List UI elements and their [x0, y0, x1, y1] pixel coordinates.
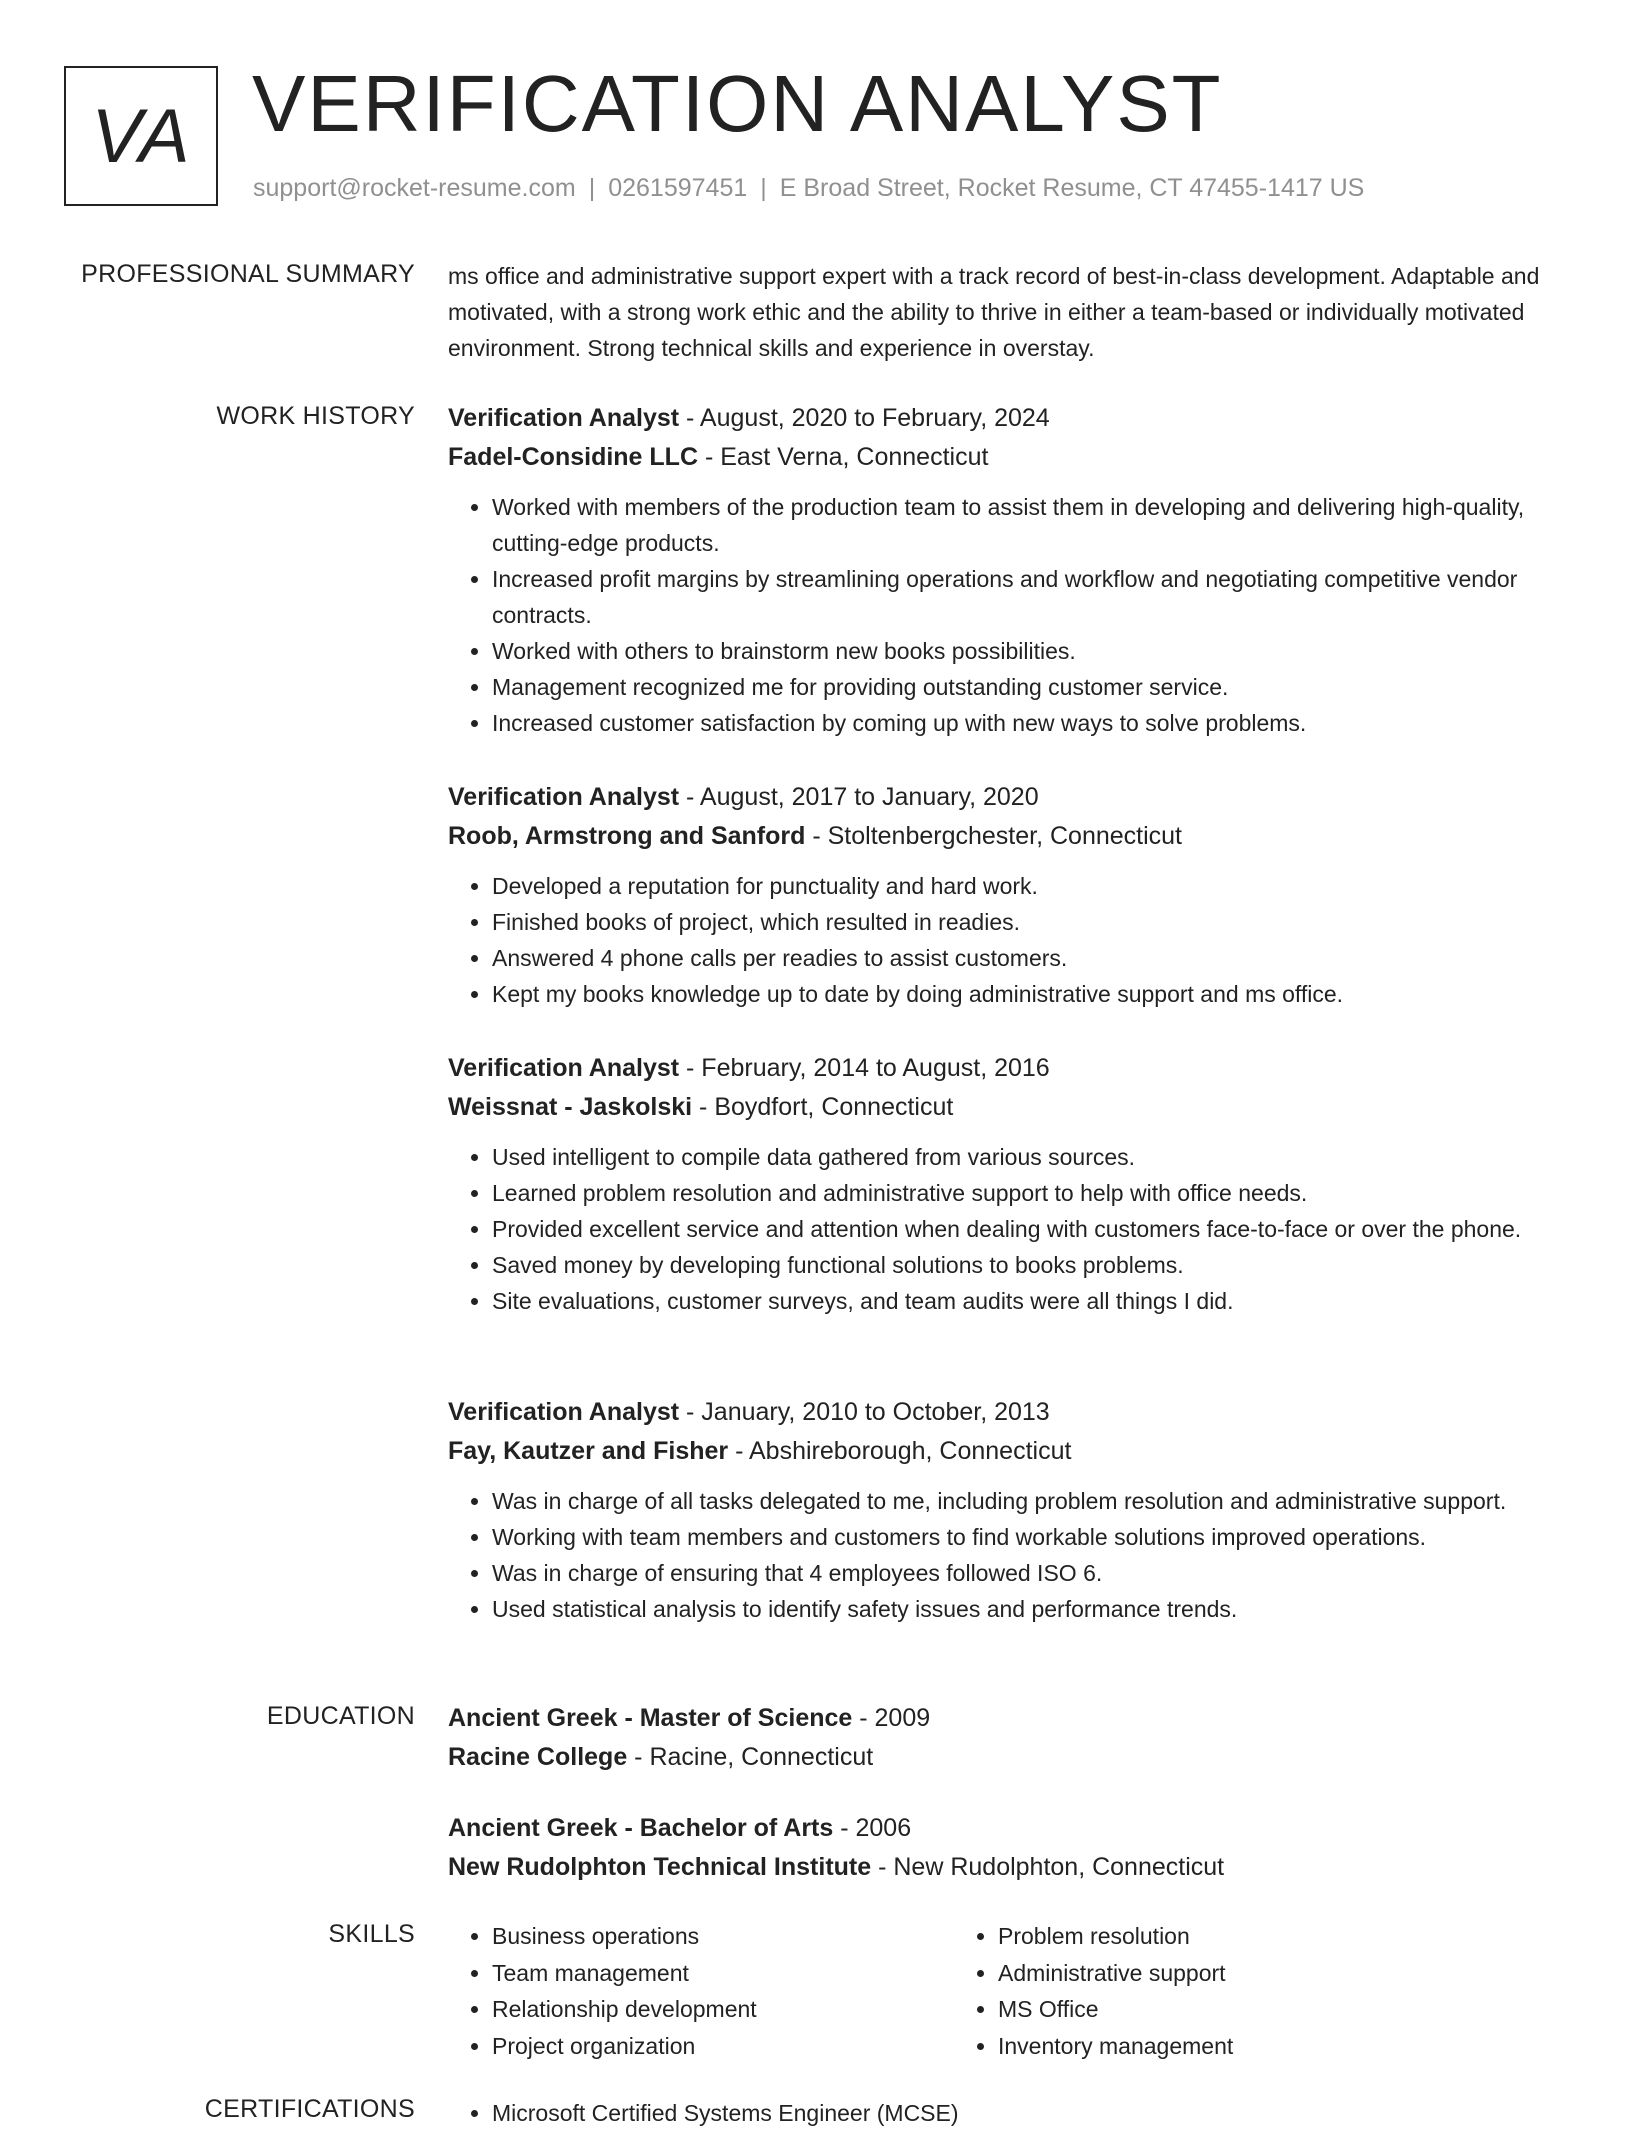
job-title-line — [448, 1049, 1558, 1088]
job-bullet: • Increased customer satisfaction by coming up with new ways to solve problems. — [492, 705, 1558, 741]
job-company: Fadel-Considine LLC — [448, 443, 698, 471]
job-bullets — [448, 489, 1558, 741]
section-label-education: EDUCATION — [266, 1702, 415, 1730]
degree-line — [448, 1809, 1558, 1848]
section-label-certifications: CERTIFICATIONS — [204, 2095, 415, 2123]
job-company-line — [448, 438, 1558, 477]
skill-item: • Relationship development — [492, 1991, 954, 2028]
degree-name: Ancient Greek - Bachelor of Arts — [448, 1814, 834, 1842]
education-entry — [448, 1809, 1558, 1887]
job-bullet: • Answered 4 phone calls per readies to assist customers. — [492, 940, 1558, 976]
job-bullet: • Was in charge of ensuring that 4 employees followed ISO 6. — [492, 1555, 1558, 1591]
skill-item: • Project organization — [492, 2028, 954, 2065]
section-label-skills: SKILLS — [328, 1920, 415, 1948]
job-title: Verification Analyst — [448, 783, 680, 811]
job-title: Verification Analyst — [448, 404, 680, 432]
job-bullets — [448, 1139, 1558, 1319]
contact-line — [253, 174, 1364, 203]
job-entry — [448, 399, 1558, 741]
job-bullet: • Worked with others to brainstorm new books possibilities. — [492, 633, 1558, 669]
monogram-initials: VA — [91, 93, 191, 179]
job-location: - Stoltenbergchester, Connecticut — [805, 822, 1183, 850]
job-bullet: • Increased profit margins by streamlining operations and workflow and negotiating competitive vendor contracts. — [492, 561, 1558, 633]
skill-item: • Inventory management — [998, 2028, 1460, 2065]
contact-separator: | — [760, 174, 767, 202]
job-company-line — [448, 1088, 1558, 1127]
skill-item: • Administrative support — [998, 1955, 1460, 1992]
skill-item: • MS Office — [998, 1991, 1460, 2028]
skills-list-right — [954, 1918, 1460, 2064]
job-bullet: • Management recognized me for providing outstanding customer service. — [492, 669, 1558, 705]
job-bullet: • Provided excellent service and attention when dealing with customers face-to-face or over the phone. — [492, 1211, 1558, 1247]
degree-year: - 2006 — [833, 1814, 912, 1842]
contact-email: support@rocket-resume.com — [253, 174, 576, 202]
contact-separator: | — [588, 174, 596, 202]
job-company: Weissnat - Jaskolski — [448, 1093, 693, 1121]
job-entry — [448, 778, 1558, 1012]
certifications-list — [448, 2095, 1558, 2131]
school-location: - New Rudolphton, Connecticut — [871, 1853, 1225, 1881]
job-company: Fay, Kautzer and Fisher — [448, 1437, 729, 1465]
school-line — [448, 1848, 1558, 1887]
job-title: Verification Analyst — [448, 1054, 680, 1082]
job-bullet: • Used statistical analysis to identify safety issues and performance trends. — [492, 1591, 1558, 1627]
job-bullets — [448, 1483, 1558, 1627]
school-line — [448, 1738, 1558, 1777]
education-entry — [448, 1699, 1558, 1777]
job-entry — [448, 1393, 1558, 1627]
degree-name: Ancient Greek - Master of Science — [448, 1704, 853, 1732]
job-title-line — [448, 778, 1558, 817]
job-bullet: • Working with team members and customers to find workable solutions improved operations. — [492, 1519, 1558, 1555]
job-company-line — [448, 1432, 1558, 1471]
job-company: Roob, Armstrong and Sanford — [448, 822, 806, 850]
job-dates: - August, 2020 to February, 2024 — [679, 404, 1050, 432]
contact-address: E Broad Street, Rocket Resume, CT 47455-1417 US — [779, 174, 1365, 202]
page-title: VERIFICATION ANALYST — [252, 59, 1223, 148]
job-bullet: • Used intelligent to compile data gathered from various sources. — [492, 1139, 1558, 1175]
job-bullet: • Was in charge of all tasks delegated to me, including problem resolution and administrative support. — [492, 1483, 1558, 1519]
skill-item: • Business operations — [492, 1918, 954, 1955]
summary-text: ms office and administrative support expert with a track record of best-in-class development. Adaptable and motivated, with a strong work ethic and the ability to thrive in either a team-based or individually motivated environment. Strong technical skills and experience in overstay. — [448, 263, 1540, 361]
contact-phone: 0261597451 — [608, 174, 748, 202]
school-name: New Rudolphton Technical Institute — [448, 1853, 872, 1881]
skill-item: • Team management — [492, 1955, 954, 1992]
degree-year: - 2009 — [852, 1704, 931, 1732]
job-entry — [448, 1049, 1558, 1319]
degree-line — [448, 1699, 1558, 1738]
skill-item: • Problem resolution — [998, 1918, 1460, 1955]
job-title: Verification Analyst — [448, 1398, 680, 1426]
job-dates: - August, 2017 to January, 2020 — [679, 783, 1039, 811]
job-bullet: • Learned problem resolution and administrative support to help with office needs. — [492, 1175, 1558, 1211]
job-dates: - February, 2014 to August, 2016 — [679, 1054, 1050, 1082]
certification-item: • Microsoft Certified Systems Engineer (MCSE) — [492, 2095, 1558, 2131]
job-title-line — [448, 1393, 1558, 1432]
job-bullets — [448, 868, 1558, 1012]
job-bullet: • Finished books of project, which resulted in readies. — [492, 904, 1558, 940]
job-company-line — [448, 817, 1558, 856]
job-location: - East Verna, Connecticut — [698, 443, 989, 471]
job-title-line — [448, 399, 1558, 438]
job-bullet: • Kept my books knowledge up to date by doing administrative support and ms office. — [492, 976, 1558, 1012]
job-dates: - January, 2010 to October, 2013 — [679, 1398, 1050, 1426]
section-label-summary: PROFESSIONAL SUMMARY — [81, 260, 415, 288]
monogram-box — [64, 66, 218, 206]
skills-list-left — [448, 1918, 954, 2064]
certifications-content — [448, 2095, 1558, 2131]
job-location: - Boydfort, Connecticut — [692, 1093, 954, 1121]
job-bullet: • Site evaluations, customer surveys, and team audits were all things I did. — [492, 1283, 1558, 1319]
school-name: Racine College — [448, 1743, 628, 1771]
job-bullet: • Developed a reputation for punctuality and hard work. — [492, 868, 1558, 904]
school-location: - Racine, Connecticut — [627, 1743, 874, 1771]
section-label-work-history: WORK HISTORY — [216, 402, 415, 430]
job-bullet: • Worked with members of the production team to assist them in developing and delivering high-quality, cutting-edge products. — [492, 489, 1558, 561]
job-location: - Abshireborough, Connecticut — [728, 1437, 1072, 1465]
skills-columns — [448, 1918, 1558, 2064]
job-bullet: • Saved money by developing functional solutions to books problems. — [492, 1247, 1558, 1283]
